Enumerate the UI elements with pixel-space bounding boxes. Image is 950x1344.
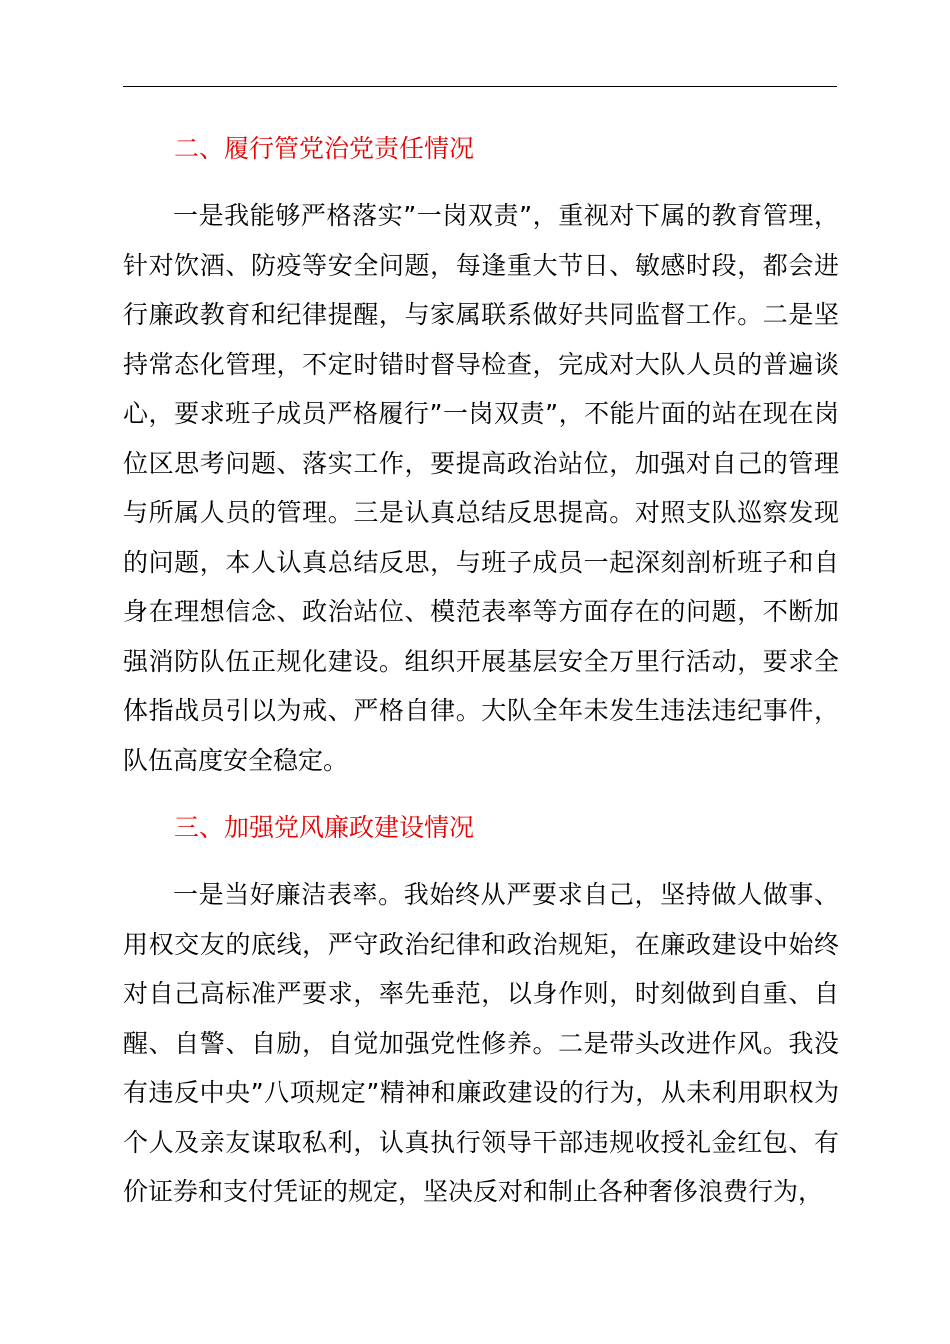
section-heading-2: 二、履行管党治党责任情况: [174, 134, 475, 163]
section-paragraph-2: 一是我能够严格落实”一岗双责”，重视对下属的教育管理，针对饮酒、防疫等安全问题，每逢重大节日、敏感时段，都会进行廉政教育和纪律提醒，与家属联系做好共同监督工作。二是坚持常态化管理，不定时错时督导检查，完成对大队人员的普遍谈心，要求班子成员严格履行”一岗双责”，不能片面的站在现在岗位区思考问题、落实工作，要提高政治站位，加强对自己的管理与所属人员的管理。三是认真总结反思提高。对照支队巡察发现的问题，本人认真总结反思，与班子成员一起深刻剖析班子和自身在理想信念、政治站位、模范表率等方面存在的问题，不断加强消防队伍正规化建设。组织开展基层安全万里行活动，要求全体指战员引以为戒、严格自律。大队全年未发生违法违纪事件，队伍高度安全稳定。: [123, 201, 839, 775]
header-rule: [123, 86, 837, 87]
section-paragraph-3: 一是当好廉洁表率。我始终从严要求自己，坚持做人做事、用权交友的底线，严守政治纪律和政治规矩，在廉政建设中始终对自己高标准严要求，率先垂范，以身作则，时刻做到自重、自醒、自警、自励，自觉加强党性修养。二是带头改进作风。我没有违反中央”八项规定”精神和廉政建设的行为，从未利用职权为个人及亲友谋取私利，认真执行领导干部违规收授礼金红包、有价证券和支付凭证的规定，坚决反对和制止各种奢侈浪费行为，: [123, 880, 839, 1206]
section-heading-3: 三、加强党风廉政建设情况: [174, 813, 475, 842]
